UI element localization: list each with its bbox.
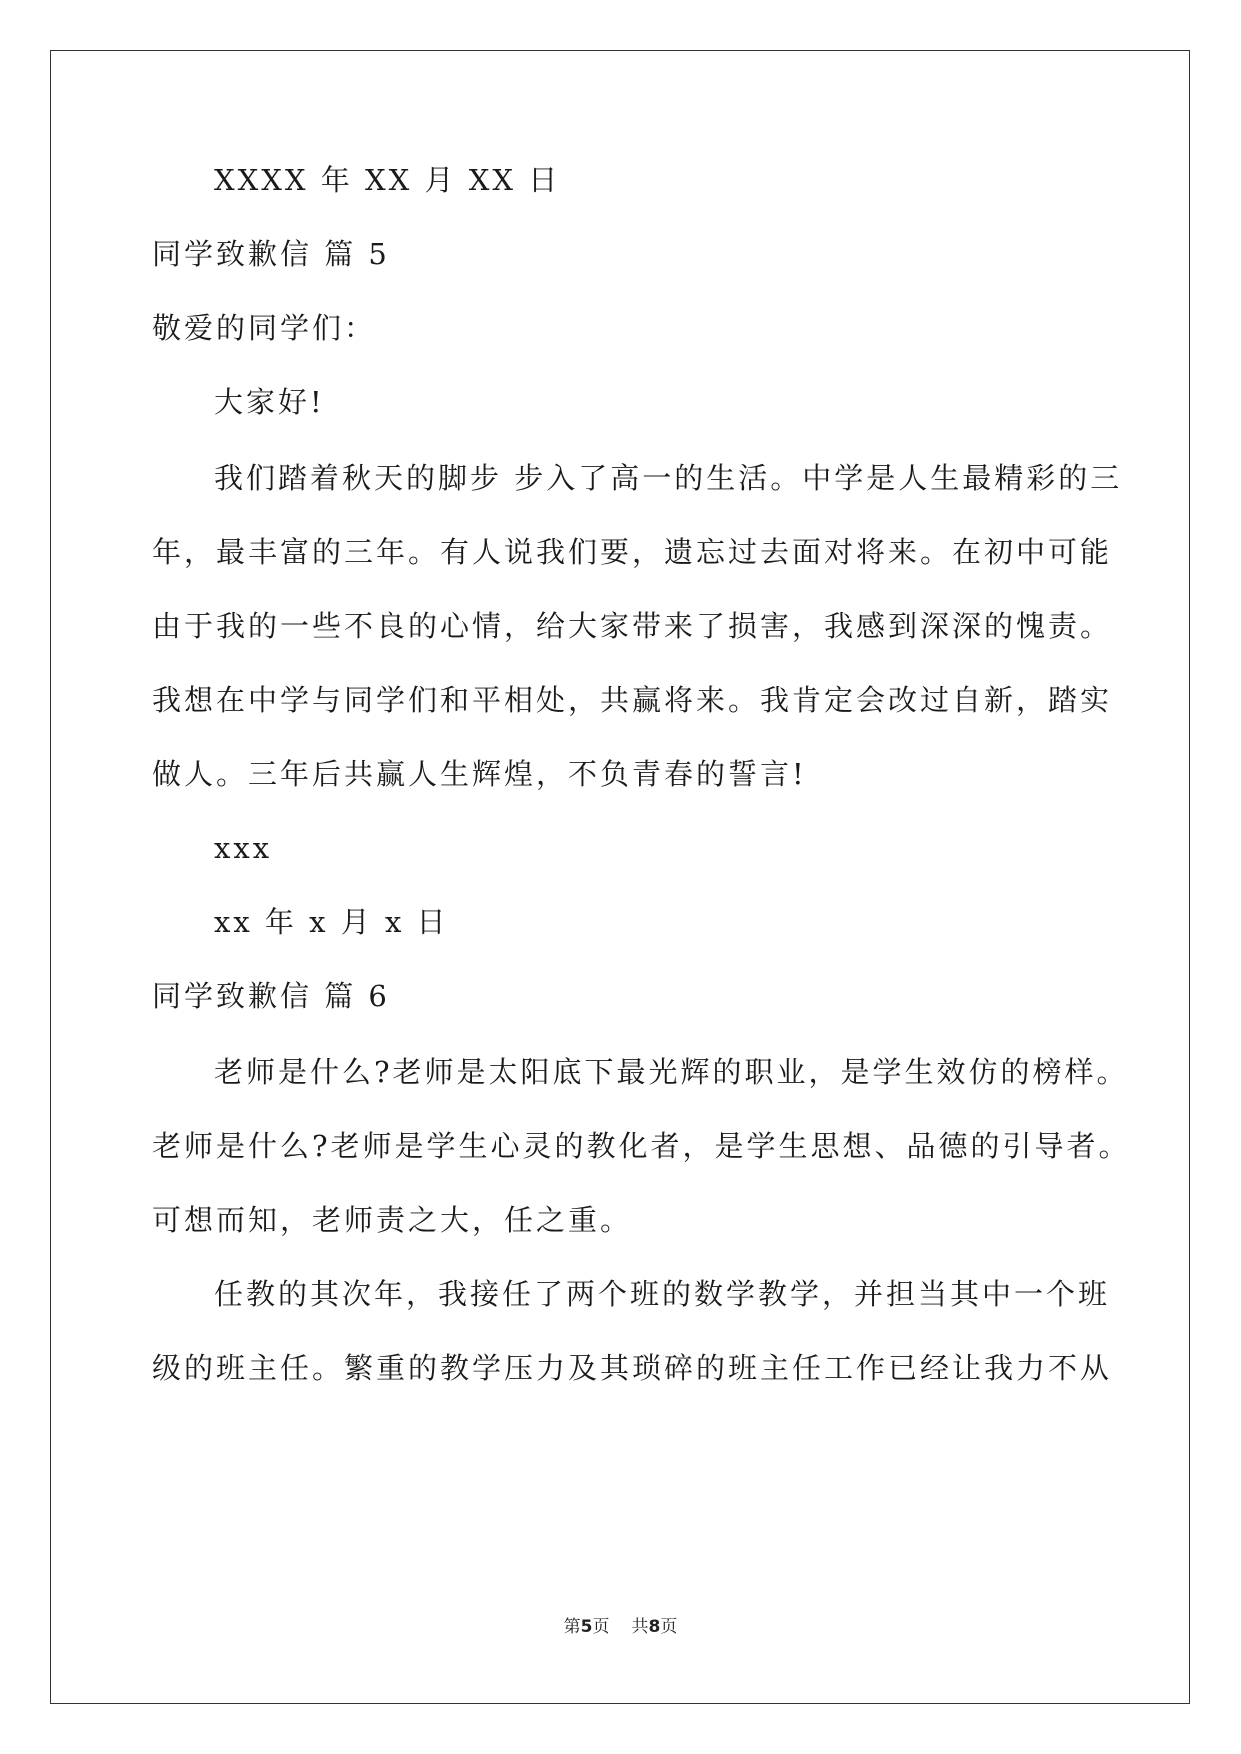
text-line: XXXX 年 XX 月 XX 日	[214, 163, 561, 197]
page-footer	[0, 1612, 1241, 1637]
text-line: 年，最丰富的三年。有人说我们要，遗忘过去面对将来。在初中可能	[152, 535, 1113, 569]
page-indicator: 第5页	[563, 1617, 610, 1637]
text-line: 老师是什么?老师是太阳底下最光辉的职业，是学生效仿的榜样。	[214, 1055, 1129, 1089]
text-line: 同学致歉信 篇 5	[152, 237, 390, 271]
text-line: 敬爱的同学们：	[152, 311, 377, 345]
text-line: xx 年 x 月 x 日	[214, 905, 449, 939]
text-line: 任教的其次年，我接任了两个班的数学教学，并担当其中一个班	[214, 1277, 1111, 1311]
total-pages-indicator: 共8页	[631, 1617, 678, 1637]
text-line: 同学致歉信 篇 6	[152, 979, 390, 1013]
text-line: 由于我的一些不良的心情，给大家带来了损害，我感到深深的愧责。	[152, 609, 1113, 643]
text-line: xxx	[214, 831, 273, 865]
text-line: 级的班主任。繁重的教学压力及其琐碎的班主任工作已经让我力不从	[152, 1351, 1113, 1385]
text-line: 我们踏着秋天的脚步 步入了高一的生活。中学是人生最精彩的三	[214, 461, 1123, 495]
text-line: 做人。三年后共赢人生辉煌，不负青春的誓言!	[152, 757, 807, 791]
text-line: 大家好!	[214, 385, 325, 419]
text-line: 可想而知，老师责之大，任之重。	[152, 1203, 633, 1237]
page-border	[50, 50, 1190, 1704]
text-line: 老师是什么?老师是学生心灵的教化者，是学生思想、品德的引导者。	[152, 1129, 1131, 1163]
text-line: 我想在中学与同学们和平相处，共赢将来。我肯定会改过自新，踏实	[152, 683, 1113, 717]
